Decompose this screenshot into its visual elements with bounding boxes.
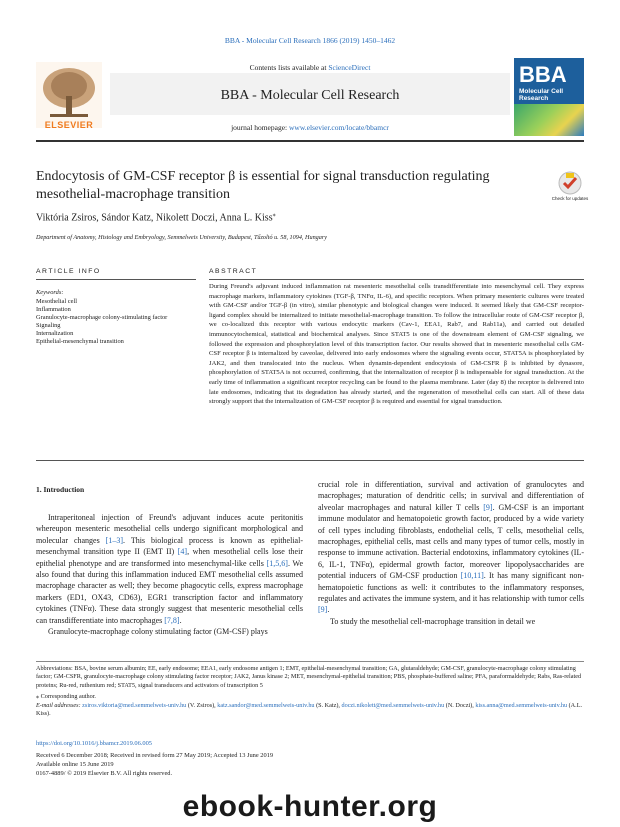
contents-prefix: Contents lists available at bbox=[249, 63, 329, 72]
abstract-rule-top bbox=[209, 279, 584, 280]
body-column-right bbox=[318, 479, 584, 627]
citation-link[interactable]: [1,5,6] bbox=[266, 558, 288, 568]
elsevier-tree-logo bbox=[36, 62, 102, 128]
email-link[interactable]: doczi.nikolett@med.semmelweis-univ.hu bbox=[341, 701, 445, 709]
email-link[interactable]: zsiros.viktoria@med.semmelweis-univ.hu bbox=[82, 701, 187, 709]
author-list bbox=[36, 211, 584, 223]
article-title: Endocytosis of GM-CSF receptor β is essential for signal transduction regulating mesothelial-macrophage transition bbox=[36, 169, 490, 202]
cover-art bbox=[514, 104, 584, 136]
keywords-label: Keywords: bbox=[36, 289, 64, 296]
journal-citation[interactable]: BBA - Molecular Cell Research 1866 (2019) 1450–1462 bbox=[224, 36, 396, 45]
contents-line bbox=[110, 63, 510, 72]
cover-subtitle: Molecular Cell Research bbox=[519, 88, 564, 102]
keyword-item: Inflammation bbox=[36, 306, 71, 313]
cover-title: BBA bbox=[519, 62, 567, 87]
copyright: 0167-4889/ © 2019 Elsevier B.V. All rights reserved. bbox=[36, 770, 173, 777]
homepage-prefix: journal homepage: bbox=[231, 123, 289, 132]
authors-text[interactable]: Viktória Zsiros, Sándor Katz, Nikolett Doczi, Anna L. Kiss bbox=[36, 212, 273, 224]
paragraph: Granulocyte-macrophage colony stimulating factor (GM-CSF) plays bbox=[48, 627, 268, 637]
keyword-item: Internalization bbox=[36, 330, 74, 337]
paragraph: crucial role in differentiation, survival and activation of granulocytes and macrophages; maturation of dendritic cells; in survival and differentiation of alveolar macrophages and natural killer T cells [9]. GM-CSF is an important immune modulator and hematopoietic growth factor, produced by a wide variety of cell types including fibroblasts, endothelial cells, T cells, mesothelial cells, macrophages, epithelial cells, mast cells and many types of tumor cells, mostly in response to immune activation. Bacterial endotoxins, inflammatory cytokines (IL-6, IL-1, TNFα), epidermal growth factor, moreover lipopolysaccharides are potential inducers of GM-CSF production [10,11]. It has many significant non-hematopoietic functions as well: it contributes to the inflammatory responses, regulates and activates the immune system, and it has relationship with tumor cells [9]. bbox=[318, 480, 585, 615]
email-link[interactable]: kiss.anna@med.semmelweis-univ.hu bbox=[475, 701, 568, 709]
article-info-rule bbox=[36, 279, 196, 280]
email-link[interactable]: katz.sandor@med.semmelweis-univ.hu bbox=[217, 701, 315, 709]
available-date: Available online 15 June 2019 bbox=[36, 761, 114, 768]
received-dates: Received 6 December 2018; Received in revised form 27 May 2019; Accepted 13 June 2019 bbox=[36, 752, 274, 759]
abstract-text: During Freund's adjuvant induced inflammation rat mesenteric mesothelial cells transdifferentiate into mesenchymal cell. They express macrophage markers, inflammatory cytokines (TGF-β, TNFα, IL-6), and specific receptors. When primary mesenteric cultures were treated with GM-CSF and/or TGF-β (in vitro), similar phenotypic and biological changes were induced. It seemed likely that GM-CSF receptor-ligand complex should be internalized to initiate mesothelial-macrophage transition. To follow the intracellular route of GM-CSF receptor β, we co-localized this receptor with various endocytic markers (Cav-1, EEA1, Rab7, and Rab11a), and carried out detailed immunocytochemical, statistical and biochemical analyses. Since STAT5 is one of the downstream element of GM-CSF signaling, we followed the expression and phosphorylation level of this transcription factor. Our results showed that in mesenteric mesothelial cells GM-CSF receptor β is internalized by caveolae, delivered into early endosomes where the signaling events occur, STAT5A is phosphorylated by JAK2, and then translocated into the nucleus. When dynamin-dependent endocytosis of GM-CSFR β is inhibited by dynasore, phosphorylation of STAT5A is not occurred, confirming, that the internalization of receptor β is indispensable for signal transduction. At the early time of inflammation a significant receptor recycling can be found to the plasma membrane. Later (day 8) the receptor is delivered into late endosomes, indicating that its degradation has already started, and the regeneration of mesothelial cells can start. All of these data strongly support that the internalization of GM-CSF receptor β is required and essential for signal transduction. bbox=[209, 283, 584, 406]
keyword-item: Epithelial-mesenchymal transition bbox=[36, 338, 124, 345]
abstract-heading: ABSTRACT bbox=[209, 268, 258, 275]
email-note: E-mail addresses: zsiros.viktoria@med.semmelweis-univ.hu (V. Zsiros), katz.sandor@med.semmelweis-univ.hu (S. Katz), doczi.nikolett@med.semmelweis-univ.hu (N. Doczi), kiss.anna@med.semmelweis-univ.hu (A.L. Kiss). bbox=[36, 701, 583, 718]
abstract-rule-bottom bbox=[36, 460, 584, 461]
body-column-left bbox=[36, 512, 303, 637]
watermark: ebook-hunter.org bbox=[182, 790, 438, 823]
citation-link[interactable]: [4] bbox=[177, 547, 188, 557]
citation-link[interactable]: [9] bbox=[318, 605, 328, 615]
corresponding-mark[interactable]: ⁎ bbox=[272, 212, 276, 218]
keyword-item: Mesothelial cell bbox=[36, 298, 77, 305]
citation-link[interactable]: [10,11] bbox=[460, 571, 484, 581]
keyword-item: Granulocyte-macrophage colony-stimulating factor bbox=[36, 314, 168, 321]
paragraph: To study the mesothelial cell-macrophage transition in detail we bbox=[330, 616, 536, 626]
doi-link[interactable]: https://doi.org/10.1016/j.bbamcr.2019.06.005 bbox=[36, 740, 152, 747]
citation-link[interactable]: [1–3] bbox=[105, 535, 123, 545]
journal-homepage bbox=[110, 123, 510, 132]
publisher-wordmark: ELSEVIER bbox=[44, 120, 94, 130]
section-heading-introduction: 1. Introduction bbox=[36, 485, 85, 494]
citation-link[interactable]: [7,8] bbox=[164, 615, 180, 625]
affiliation: Department of Anatomy, Histology and Embryology, Semmelweis University, Budapest, Tűzoltó u. 58, 1094, Hungary bbox=[36, 234, 328, 241]
keywords-list bbox=[36, 298, 196, 346]
journal-title: BBA - Molecular Cell Research bbox=[220, 88, 400, 103]
homepage-link[interactable]: www.elsevier.com/locate/bbamcr bbox=[289, 123, 389, 132]
footnote-divider bbox=[36, 661, 584, 662]
footnotes bbox=[36, 665, 584, 718]
abbreviations-note: Abbreviations: BSA, bovine serum albumin; EE, early endosome; EEA1, early endosome antigen 1; EMT, epithelial-mesenchymal transition; GA, glutaraldehyde; GM-CSF, granulocyte-macrophage colony stimulating factor; GM-CSFR, granulocyte-macrophage colony stimulating factor receptor; JAK2, Janus kinase 2; MET, mesenchymal-epithelial transition; PBS, phosphate-buffered saline; PFA, paraformaldehyde; Rabs, Ras-related proteins; Ru-red, ruthenium red; STAT5, signal transducers and activators of transcription 5 bbox=[36, 665, 582, 689]
citation-link[interactable]: [9] bbox=[483, 502, 493, 512]
keyword-item: Signaling bbox=[36, 322, 61, 329]
paragraph: Intraperitoneal injection of Freund's adjuvant induces acute peritonitis whereupon mesenteric mesothelial cells undergo significant morphological and molecular changes [1–3]. This biological process is known as epithelial-mesenchymal transition type II (EMT II) [4], when mesothelial cells lose their epithelial phenotype and are transformed into mesenchymal-like cells [1,5,6]. We also found that during this inflammation induced EMT mesothelial cells assumed macrophage character as well; they become phagocytic cells, express macrophage markers (ED1, OX43, CD63), EGR1 transcription factor and inflammatory cytokines (TNFα). These data strongly suggest that mesenteric mesothelial cells can transdifferentiate into macrophages [7,8]. bbox=[36, 513, 303, 625]
header-divider bbox=[36, 140, 584, 142]
sciencedirect-link[interactable]: ScienceDirect bbox=[328, 63, 371, 72]
article-info-heading: ARTICLE INFO bbox=[36, 268, 101, 275]
publication-dates bbox=[36, 751, 273, 778]
crossmark-label: Check for updates bbox=[551, 196, 589, 201]
corresponding-note: ⁎ Corresponding author. bbox=[36, 693, 96, 701]
journal-cover bbox=[514, 58, 584, 136]
